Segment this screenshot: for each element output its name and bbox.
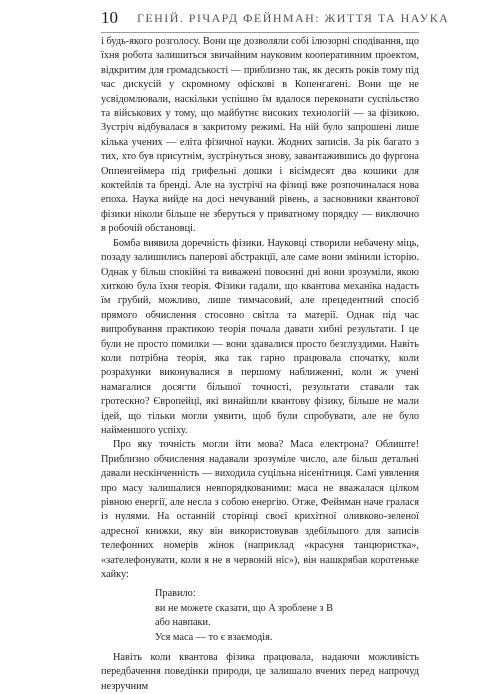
haiku-line-2: ви не можете сказати, що A зроблене з B bbox=[155, 602, 334, 614]
body-text bbox=[101, 35, 419, 694]
page-header bbox=[101, 7, 450, 29]
page-number: 10 bbox=[101, 8, 118, 27]
paragraph-3: Про яку точність могли йти мова? Маса електрона? Облиште! Приблизно обчислення надавали зрозуміле число, але більш детальні давали нескінченність — виходила суцільна нісенітниця. Самі уявлення про масу залишалися невпорядкованими: маса не вважалася цілком рівною енергії, але несла з собою енергію. Отже, Фейнман наче гралася із нулями. На останній сторінці своєї крихітної оливково-зеленої адресної книжки, яку він використовував здебільшого для записів телефонних номерів жінок (наприклад «красуня танцюристка», «зателефонувати, коли я не в червоній ніс»), він нашкрябав коротеньке хайку: bbox=[101, 439, 419, 581]
header-rule bbox=[101, 32, 419, 33]
haiku bbox=[155, 587, 419, 645]
paragraph-4: Навіть коли квантова фізика працювала, надаючи можливість передбачення поведінки природи, це залишало вчених перед напрочуд незручним bbox=[101, 652, 419, 692]
haiku-line-1: Правило: bbox=[155, 588, 196, 600]
haiku-line-4: Уся маса — то є взаємодія. bbox=[155, 631, 273, 643]
haiku-line-3: або навпаки. bbox=[155, 617, 211, 629]
paragraph-2: Бомба виявила доречність фізики. Науковці створили небачену міць, позаду залишились паперові абстракції, але саме вони змінили історію. Однак у більш спокійні та виважені повоєнні дні вони зрозуміли, якою хиткою була їхня теорія. Фізики гадали, що квантова механіка надасть їм грубий, можливо, лише тимчасовий, але прецедентний спосіб прямого обчислення стосовно світла та матерії. Однак під час випробування практикою теорія почала давати хибні результати. І це були не просто помилки — вони здавалися просто безглуздими. Навіть коли потрібна теорія, яка так гарно працювала спочатку, коли розрахунки виконувалися в першому наближенні, коли ж учені намагалися досягти більшої точності, результати ставали так гротескно? Європейці, які винайшли квантову фізику, більше не мали ідей, що тільки могли уявити, щоб були спробувати, але не було найменшого успіху. bbox=[101, 237, 419, 436]
running-title: ГЕНІЙ. РІЧАРД ФЕЙНМАН: ЖИТТЯ ТА НАУКА bbox=[137, 11, 450, 25]
paragraph-1: і будь-якого розголосу. Вони ще дозволяли собі ілюзорні сподівання, що їхня робота залишиться звичайним науковим кооперативним проектом, відкритим для громадськості — приблизно так, як десять років тому під час дискусій у скромному офіскові в Копенгагені. Вони ще не усвідомлювали, наскільки успішно їм вдалося переконати суспільство та військових у тому, що майбутнє високих технологій — за фізикою. Зустріч відбувалася в закритому режимі. На ній було запрошені лише кілька учених — еліта фізичної науки. Жодних записів. За рік багато з тих, хто був присутнім, зустрінуться знову, завантажившись до фургона Оппенгеймера під грифельні дошки і вісімдесят два кошики для коктейлів та бренді. Але на зустрічі на фізиці вже розпочиналася нова епоха. Наука вийде на досі нечуваний рівень, а засновники квантової фізики ніколи більше не зберуться у приватному порядку — виключно в робочій обстановці. bbox=[101, 36, 419, 235]
